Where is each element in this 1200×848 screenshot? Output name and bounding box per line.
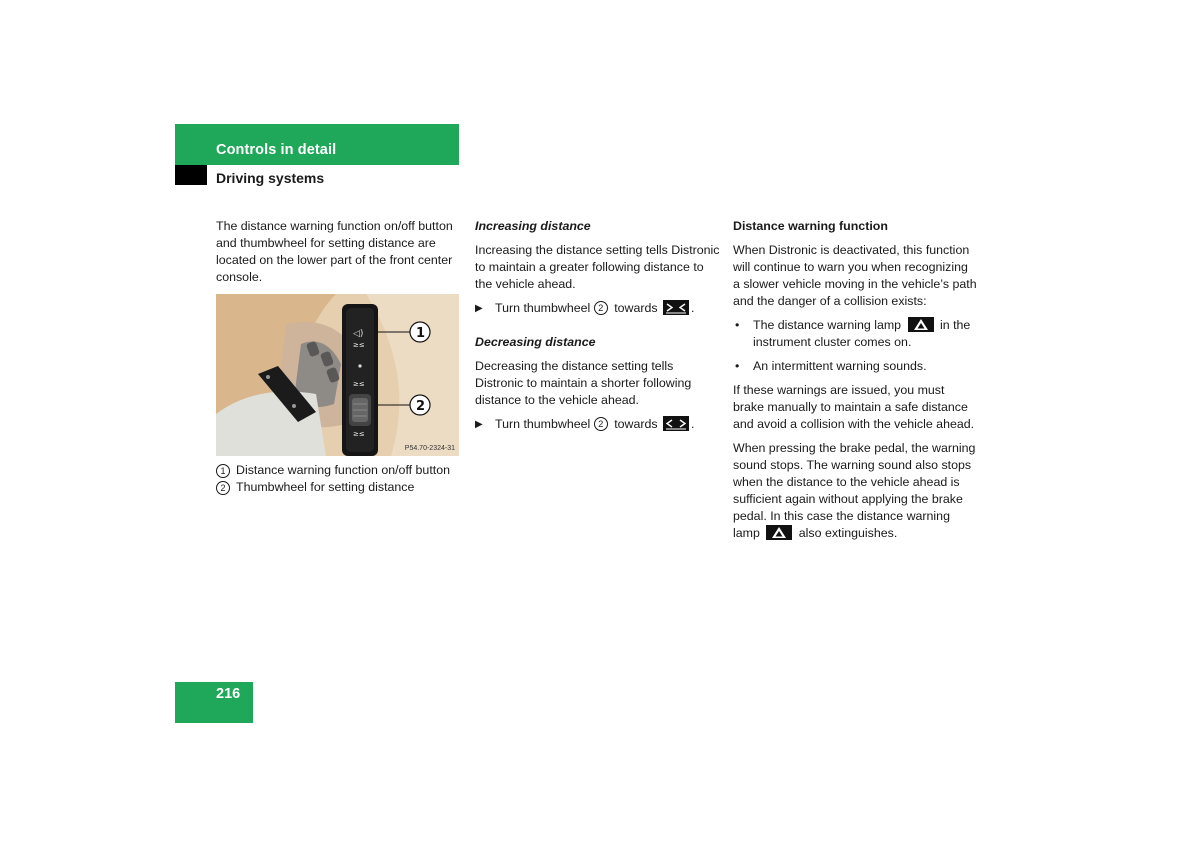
warning-lamp-icon [908,317,934,332]
column-3 [733,218,978,549]
bullet-icon: • [735,359,740,373]
distance-increase-icon [663,300,689,315]
step-text: Turn thumbwheel [495,417,591,431]
subsection-title: Driving systems [216,170,325,186]
console-illustration [216,294,459,456]
svg-text:2: 2 [416,399,426,414]
console-figure [216,294,459,456]
distance-warning-heading: Distance warning function [733,219,888,233]
bullet-item-1 [733,317,978,351]
svg-text:≥≤: ≥≤ [353,380,365,388]
bullet-text: An intermittent warning sounds. [753,359,927,373]
callout-number: 2 [594,301,608,315]
callout-number: 2 [594,417,608,431]
increasing-step: ▶ Turn thumbwheel 2 towards . [475,301,695,315]
bullet-item-2 [733,358,978,375]
paragraph-text: When pressing the brake pedal, the warning sound stops. The warning sound also stops when the distance to the vehicle ahead is sufficient again without applying the brake pedal. In this case the distance warning lamp [733,441,976,540]
paragraph-1: When Distronic is deactivated, this function will continue to warn you when recognizing a slower vehicle moving in the vehicle’s path and the danger of a collision exists: [733,243,977,308]
legend-text: Thumbwheel for setting distance [236,480,415,494]
svg-text:◁): ◁) [353,329,364,339]
figure-id: P54.70-2324-31 [404,445,455,452]
callout-number: 1 [216,464,230,478]
bullet-icon: • [735,318,740,332]
bullet-text: The distance warning lamp [753,318,902,332]
increasing-heading: Increasing distance [475,219,591,233]
svg-text:1: 1 [416,326,426,341]
warning-lamp-icon [766,525,792,540]
bullet-text: in the instrument cluster comes on. [753,318,971,349]
svg-text:≥≤: ≥≤ [353,430,365,438]
legend-text: Distance warning function on/off button [236,463,450,477]
decreasing-heading: Decreasing distance [475,335,596,349]
step-text: Turn thumbwheel [495,301,591,315]
legend-item-1 [216,462,461,479]
column-1 [216,218,461,496]
paragraph-text: also extinguishes. [798,526,898,540]
step-arrow-icon: ▶ [475,419,483,430]
page-number-band [175,682,253,723]
decreasing-paragraph: Decreasing the distance setting tells Distronic to maintain a shorter following distance to the vehicle ahead. [475,359,692,407]
step-arrow-icon: ▶ [475,303,483,314]
header-marker [175,165,207,185]
column-2 [475,218,720,450]
decreasing-step: ▶ Turn thumbwheel 2 towards . [475,417,695,431]
legend-item-2 [216,479,461,496]
section-title: Controls in detail [216,142,337,158]
callout-number: 2 [216,481,230,495]
paragraph-2: If these warnings are issued, you must brake manually to maintain a safe distance and avoid a collision with the vehicle ahead. [733,383,975,431]
intro-paragraph: The distance warning function on/off button and thumbwheel for setting distance are located on the lower part of the front center console. [216,219,453,284]
increasing-paragraph: Increasing the distance setting tells Distronic to maintain a greater following distance to the vehicle ahead. [475,243,720,291]
step-text: towards [614,301,658,315]
svg-text:≥≤: ≥≤ [353,341,365,349]
step-text: towards [614,417,658,431]
distance-decrease-icon [663,416,689,431]
paragraph-3 [733,440,978,542]
page-number: 216 [216,686,241,702]
